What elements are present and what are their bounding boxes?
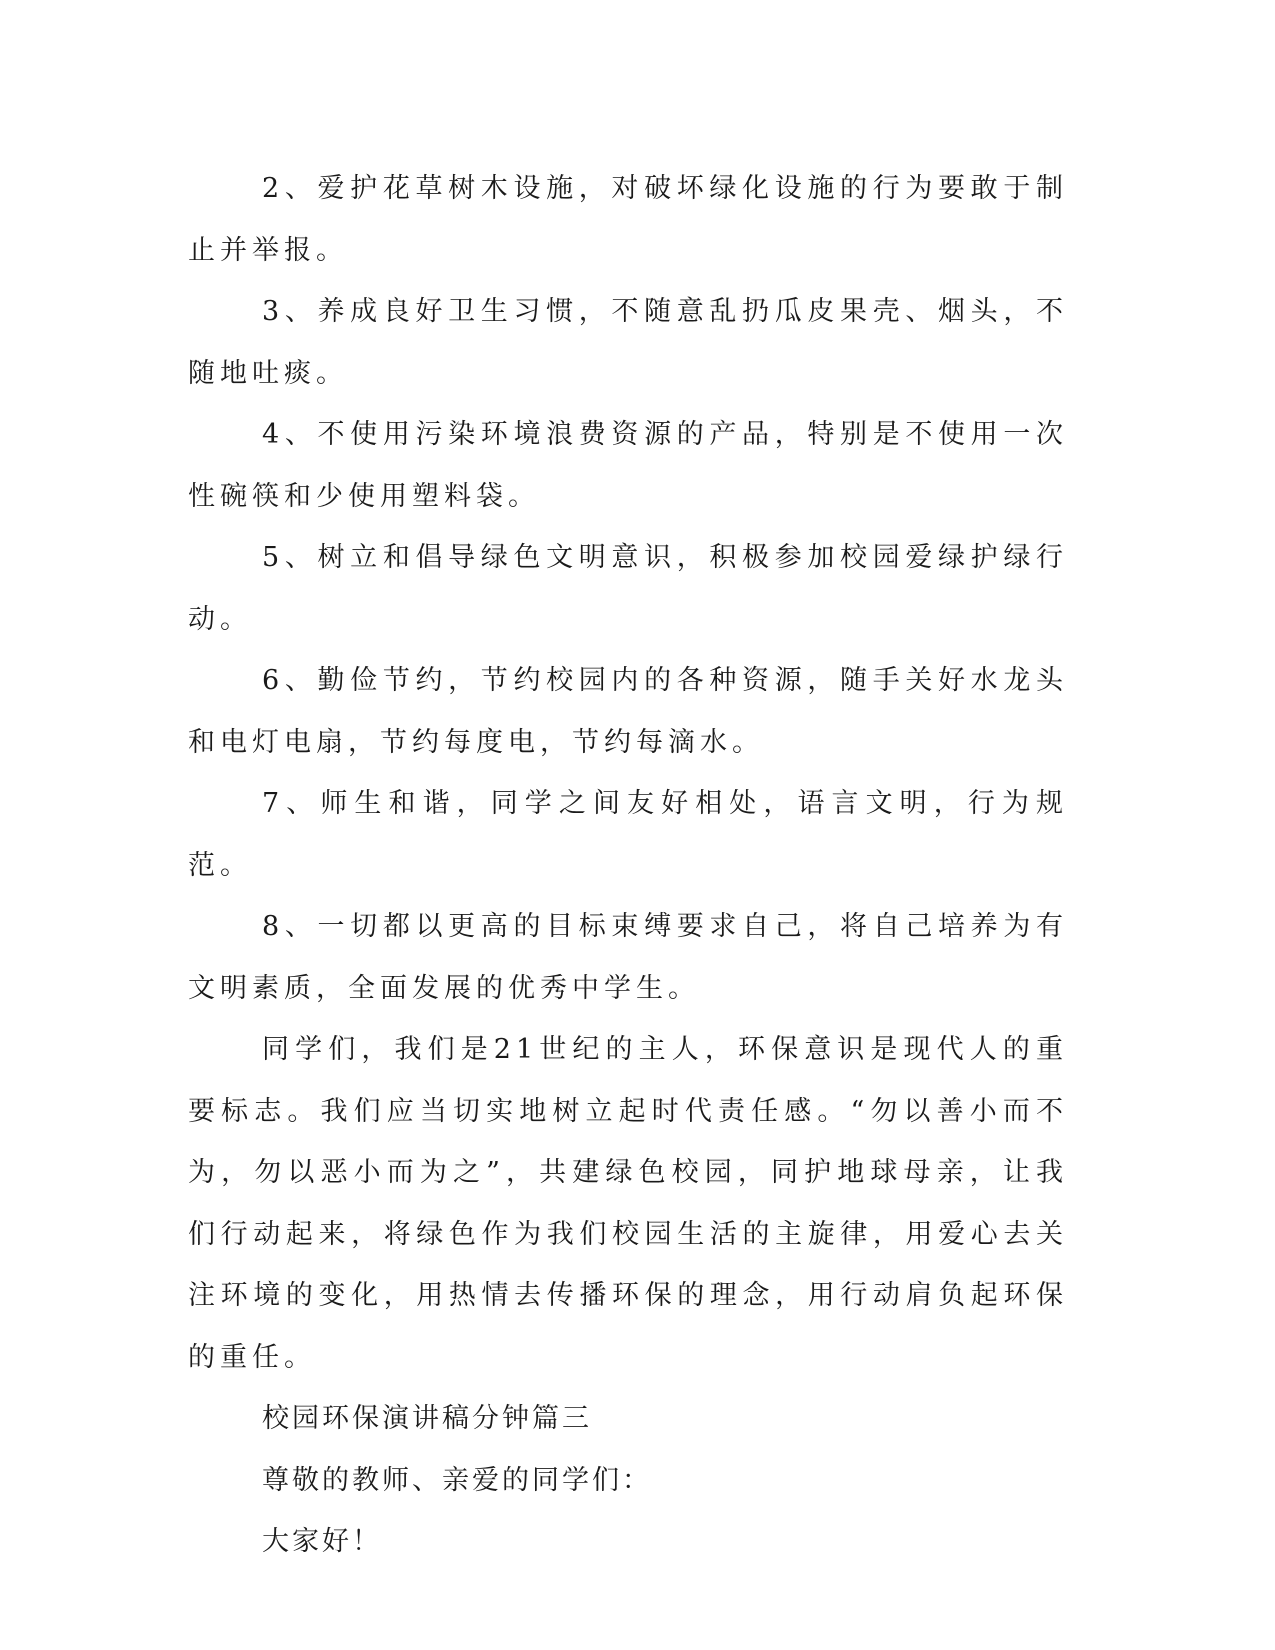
paragraph-item-4: 4、不使用污染环境浪费资源的产品，特别是不使用一次性碗筷和少使用塑料袋。 bbox=[188, 419, 1068, 512]
paragraph-item-5: 5、树立和倡导绿色文明意识，积极参加校园爱绿护绿行动。 bbox=[188, 542, 1068, 635]
paragraph-item-8: 8、一切都以更高的目标束缚要求自己，将自己培养为有文明素质，全面发展的优秀中学生。 bbox=[188, 911, 1068, 1004]
greeting: 大家好！ bbox=[262, 1526, 382, 1557]
section-heading: 校园环保演讲稿分钟篇三 bbox=[262, 1403, 592, 1434]
salutation: 尊敬的教师、亲爱的同学们： bbox=[262, 1464, 652, 1496]
paragraph-item-3: 3、养成良好卫生习惯，不随意乱扔瓜皮果壳、烟头，不随地吐痰。 bbox=[188, 296, 1068, 389]
paragraph-item-6: 6、勤俭节约，节约校园内的各种资源，随手关好水龙头和电灯电扇，节约每度电，节约每滴水。 bbox=[188, 665, 1068, 758]
closing-paragraph: 同学们，我们是21世纪的主人，环保意识是现代人的重要标志。我们应当切实地树立起时代责任感。“勿以善小而不为，勿以恶小而为之”，共建绿色校园，同护地球母亲，让我们行动起来，将绿色作为我们校园生活的主旋律，用爱心去关注环境的变化，用热情去传播环保的理念，用行动肩负起环保的重任。 bbox=[188, 1034, 1068, 1373]
document-body bbox=[188, 158, 1068, 1573]
paragraph-item-2: 2、爱护花草树木设施，对破坏绿化设施的行为要敢于制止并举报。 bbox=[188, 173, 1068, 266]
paragraph-item-7: 7、师生和谐，同学之间友好相处，语言文明，行为规范。 bbox=[188, 788, 1068, 881]
